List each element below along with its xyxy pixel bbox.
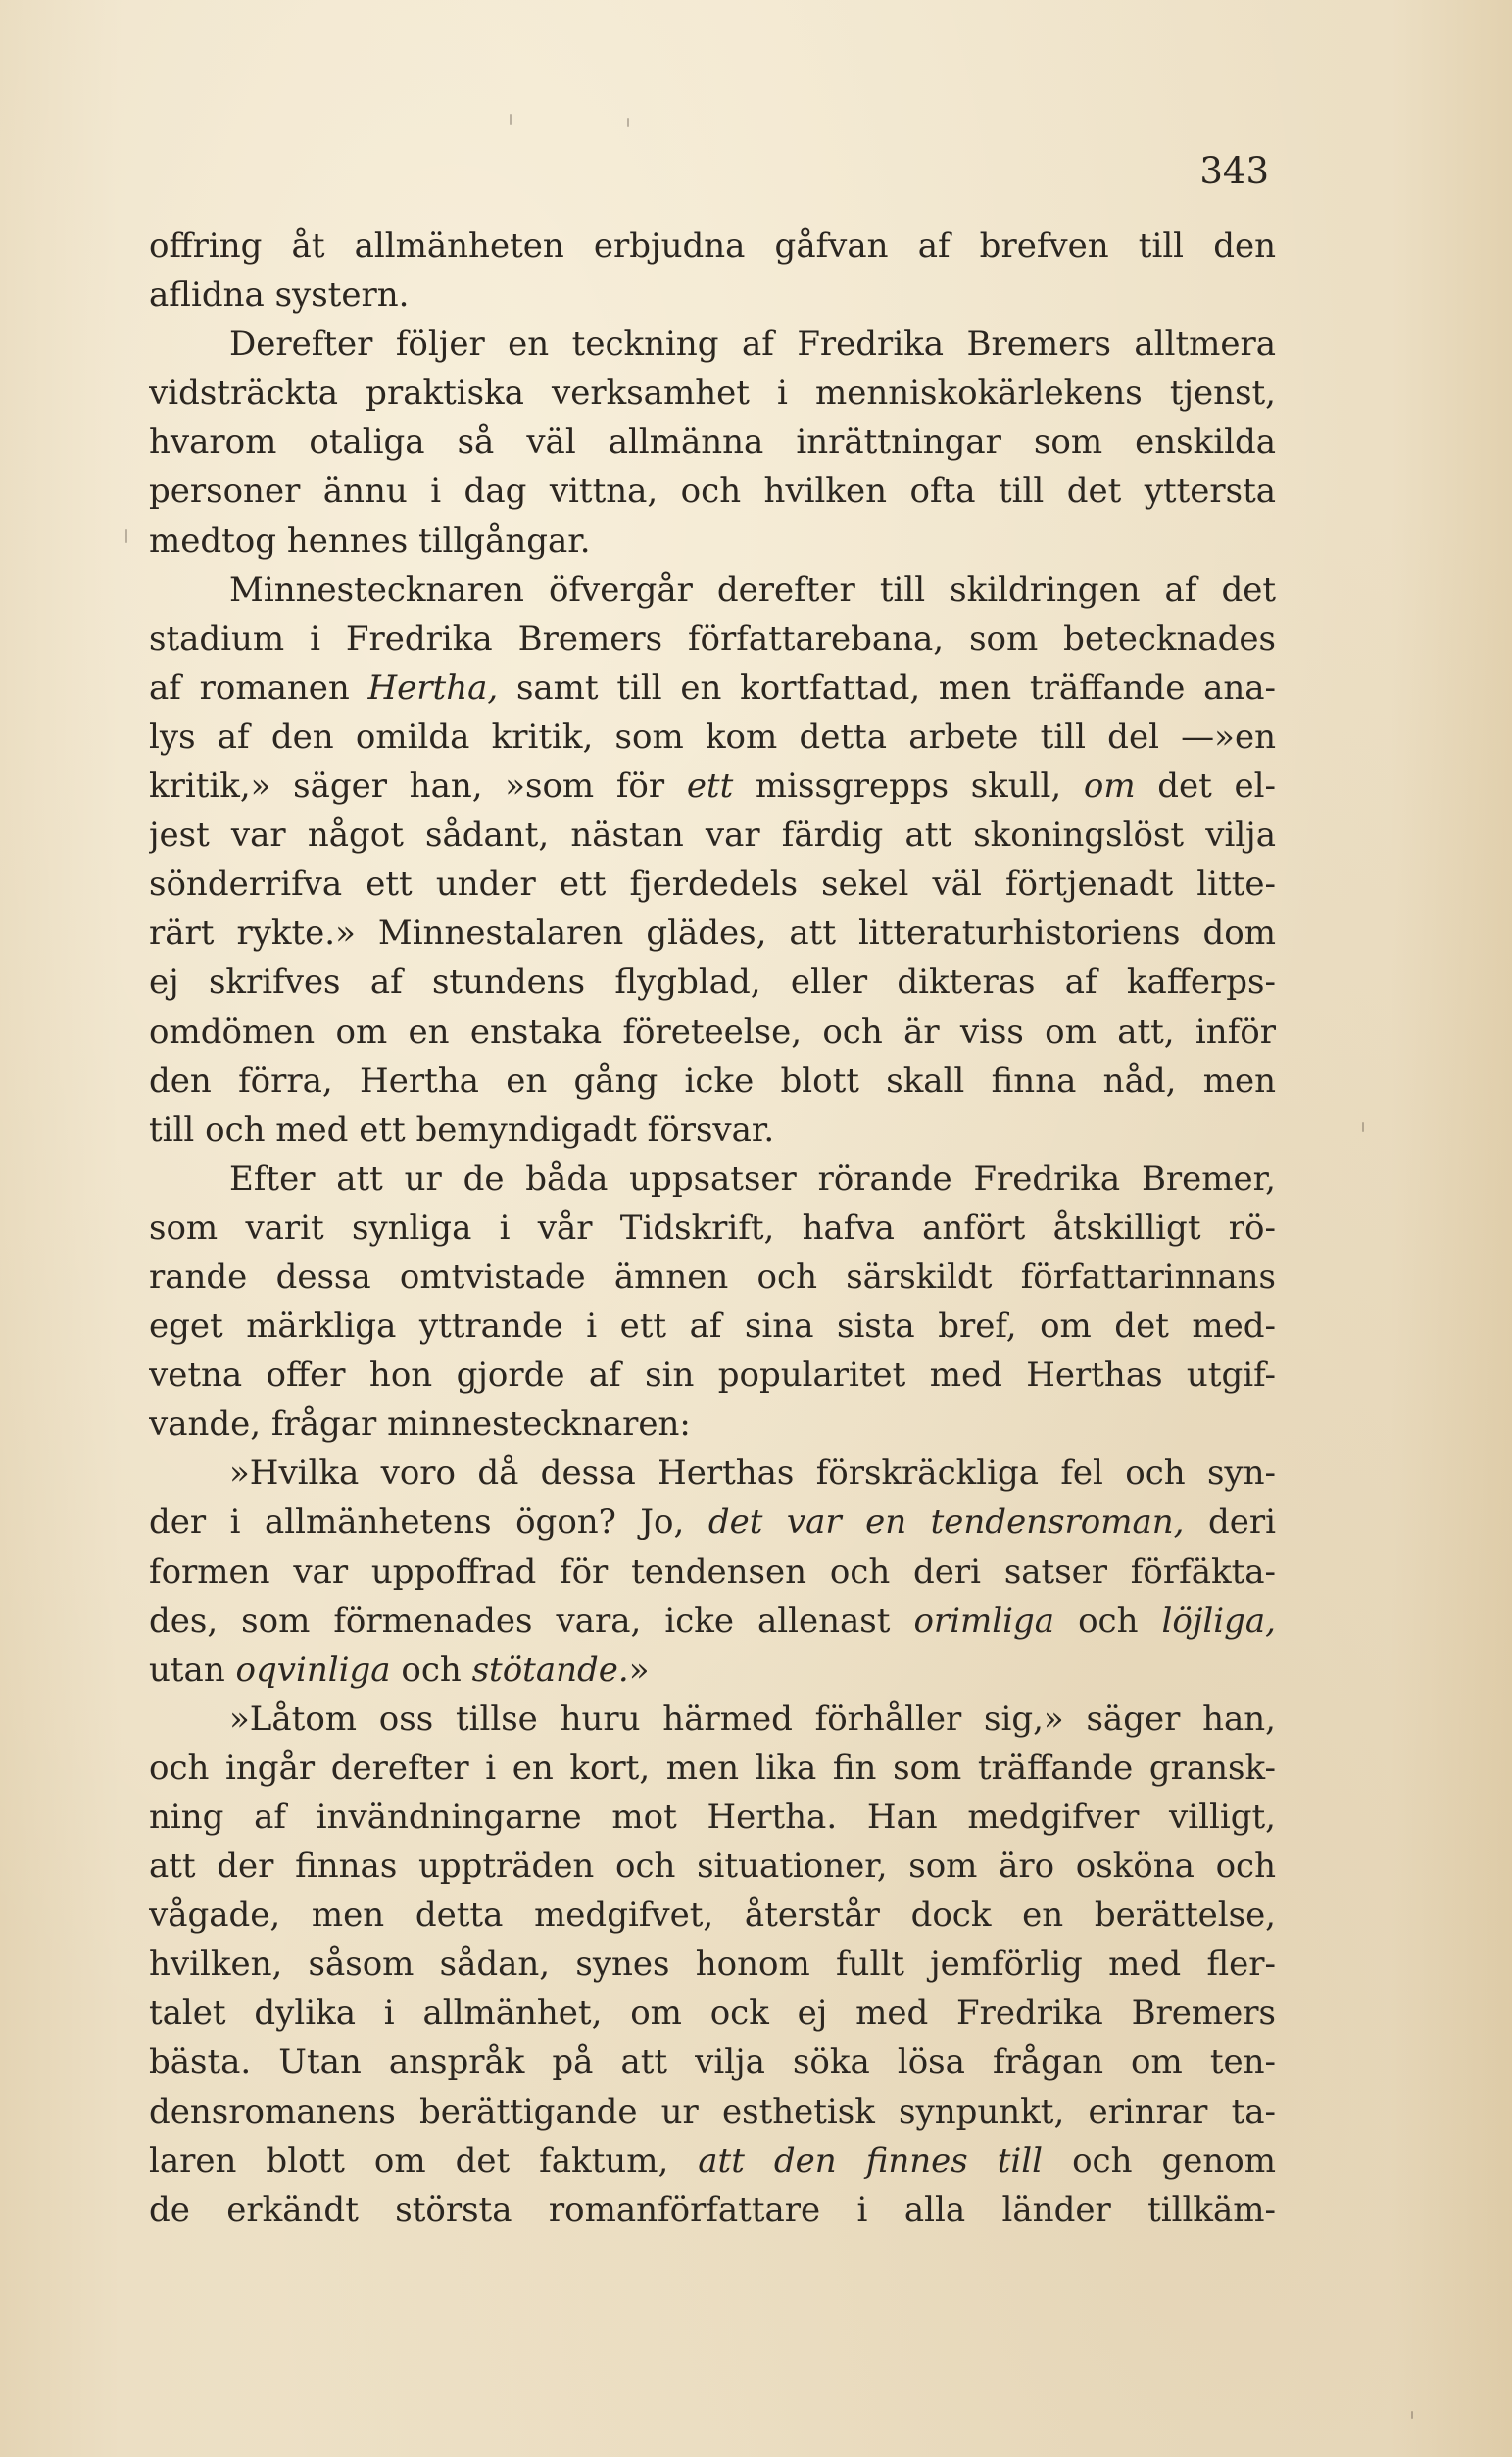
text-segment: rande dessa omtvistade ämnen och särskildt författarinnans	[149, 1256, 1276, 1297]
text-segment: den förra, Hertha en gång icke blott skall finna nåd, men	[149, 1060, 1276, 1101]
text-line	[149, 713, 1276, 762]
text-segment: och	[1054, 1600, 1162, 1641]
text-line	[149, 909, 1276, 958]
text-segment: Efter att ur de båda uppsatser rörande Fredrika Bremer,	[229, 1158, 1276, 1199]
text-segment: offring åt allmänheten erbjudna gåfvan af brefven till den	[149, 226, 1276, 266]
text-line	[149, 1302, 1276, 1351]
text-segment: och	[390, 1649, 472, 1690]
text-segment: bästa. Utan anspråk på att vilja söka lösa frågan om ten-	[149, 2042, 1276, 2083]
text-segment: ning af invändningarne mot Hertha. Han medgifver villigt,	[149, 1797, 1276, 1837]
text-segment: Minnestecknaren öfvergår derefter till skildringen af det	[229, 569, 1276, 610]
text-line	[149, 516, 1276, 565]
text-segment: talet dylika i allmänhet, om ock ej med Fredrika Bremers	[149, 1993, 1276, 2034]
text-line	[149, 2088, 1276, 2137]
text-segment: vande, frågar minnestecknaren:	[149, 1404, 691, 1445]
italic-text: orimliga	[913, 1600, 1055, 1641]
text-segment: formen var uppoffrad för tendensen och deri satser förfäkta-	[149, 1551, 1276, 1592]
text-segment: rärt rykte.» Minnestalaren glädes, att litteraturhistoriens dom	[149, 913, 1276, 954]
text-line	[149, 663, 1276, 713]
text-line	[149, 614, 1276, 663]
text-segment: des, som förmenades vara, icke allenast	[149, 1600, 914, 1641]
text-segment: till och med ett bemyndigadt försvar.	[149, 1109, 775, 1150]
text-segment: Derefter följer en teckning af Fredrika Bremers alltmera	[229, 324, 1276, 365]
text-segment: stadium i Fredrika Bremers författarebana, som betecknades	[149, 618, 1276, 659]
text-line	[149, 2137, 1276, 2186]
paper-speck	[1411, 2411, 1413, 2419]
text-line	[149, 467, 1276, 516]
italic-text: det var en tendensroman,	[707, 1502, 1185, 1543]
text-segment: medtog hennes tillgångar.	[149, 520, 591, 561]
text-line	[149, 1498, 1276, 1547]
text-line	[149, 1057, 1276, 1106]
italic-text: stötande.	[471, 1649, 629, 1690]
text-line	[149, 860, 1276, 909]
text-segment: densromanens berättigande ur esthetisk synpunkt, erinrar ta-	[149, 2091, 1276, 2132]
text-segment: aflidna systern.	[149, 275, 410, 316]
text-segment: personer ännu i dag vittna, och hvilken ofta till det yttersta	[149, 471, 1276, 512]
text-segment: ej skrifves af stundens flygblad, eller dikteras af kafferps-	[149, 962, 1276, 1003]
text-line	[149, 1891, 1276, 1940]
italic-text: om	[1083, 766, 1136, 807]
text-line	[149, 319, 1276, 369]
italic-text: Hertha,	[367, 667, 499, 708]
text-line	[149, 1155, 1276, 1204]
text-line	[149, 418, 1276, 467]
text-segment: »	[628, 1649, 650, 1690]
text-segment: laren blott om det faktum,	[149, 2140, 699, 2181]
text-line	[149, 1449, 1276, 1498]
paper-speck	[1362, 1122, 1364, 1132]
text-line	[149, 762, 1276, 811]
text-segment: hvilken, såsom sådan, synes honom fullt jemförlig med fler-	[149, 1944, 1276, 1985]
text-segment: utan	[149, 1649, 236, 1690]
italic-text: löjliga,	[1161, 1600, 1276, 1641]
text-line	[149, 1548, 1276, 1597]
text-line	[149, 1204, 1276, 1253]
text-segment: vågade, men detta medgifvet, återstår dock en berättelse,	[149, 1895, 1276, 1936]
text-line	[149, 1351, 1276, 1400]
text-line	[149, 811, 1276, 860]
text-segment: som varit synliga i vår Tidskrift, hafva anfört åtskilligt rö-	[149, 1207, 1276, 1248]
text-segment: eget märkliga yttrande i ett af sina sista bref, om det med-	[149, 1306, 1276, 1347]
text-line	[149, 1842, 1276, 1891]
text-segment: »Hvilka voro då dessa Herthas förskräckliga fel och syn-	[229, 1453, 1276, 1494]
text-segment: hvarom otaliga så väl allmänna inrättningar som enskilda	[149, 422, 1276, 463]
page-number: 343	[1199, 150, 1269, 192]
paper-speck	[125, 529, 127, 543]
text-line	[149, 270, 1276, 319]
text-segment: och genom	[1043, 2140, 1276, 2181]
text-segment: vidsträckta praktiska verksamhet i menniskokärlekens tjenst,	[149, 373, 1276, 414]
paper-speck	[510, 114, 512, 125]
text-line	[149, 1253, 1276, 1302]
text-line	[149, 2038, 1276, 2087]
text-line	[149, 1106, 1276, 1155]
text-line	[149, 221, 1276, 270]
text-line	[149, 1793, 1276, 1842]
text-line	[149, 1695, 1276, 1744]
text-line	[149, 565, 1276, 614]
text-line	[149, 1007, 1276, 1057]
text-segment: de erkändt största romanförfattare i alla länder tillkäm-	[149, 2189, 1276, 2230]
text-line	[149, 1989, 1276, 2038]
text-line	[149, 1940, 1276, 1989]
text-line	[149, 369, 1276, 418]
paper-speck	[627, 118, 629, 127]
text-segment: vetna offer hon gjorde af sin popularitet med Herthas utgif-	[149, 1355, 1276, 1396]
text-segment: samt till en kortfattad, men träffande ana-	[498, 667, 1276, 708]
text-line	[149, 1400, 1276, 1449]
text-line	[149, 1646, 1276, 1695]
text-segment: der i allmänhetens ögon? Jo,	[149, 1502, 708, 1543]
text-segment: lys af den omilda kritik, som kom detta arbete till del —»en	[149, 716, 1276, 757]
text-segment: jest var något sådant, nästan var färdig att skoningslöst vilja	[149, 815, 1276, 856]
text-segment: sönderrifva ett under ett fjerdedels sekel väl förtjenadt litte-	[149, 864, 1276, 905]
italic-text: att den finnes till	[698, 2140, 1044, 2181]
text-segment: omdömen om en enstaka företeelse, och är viss om att, inför	[149, 1011, 1276, 1052]
text-segment: missgrepps skull,	[733, 766, 1084, 807]
text-segment: deri	[1184, 1502, 1276, 1543]
text-line	[149, 958, 1276, 1007]
body-text	[149, 221, 1276, 2235]
text-segment: det el-	[1135, 766, 1276, 807]
text-segment: kritik,» säger han, »som för	[149, 766, 687, 807]
text-segment: och ingår derefter i en kort, men lika fin som träffande gransk-	[149, 1747, 1276, 1788]
text-line	[149, 1597, 1276, 1646]
italic-text: oqvinliga	[235, 1649, 391, 1690]
italic-text: ett	[686, 766, 734, 807]
text-line	[149, 2186, 1276, 2235]
text-line	[149, 1744, 1276, 1793]
text-segment: af romanen	[149, 667, 368, 708]
text-segment: »Låtom oss tillse huru härmed förhåller sig,» säger han,	[229, 1698, 1276, 1739]
text-segment: att der finnas uppträden och situationer, som äro osköna och	[149, 1846, 1276, 1887]
